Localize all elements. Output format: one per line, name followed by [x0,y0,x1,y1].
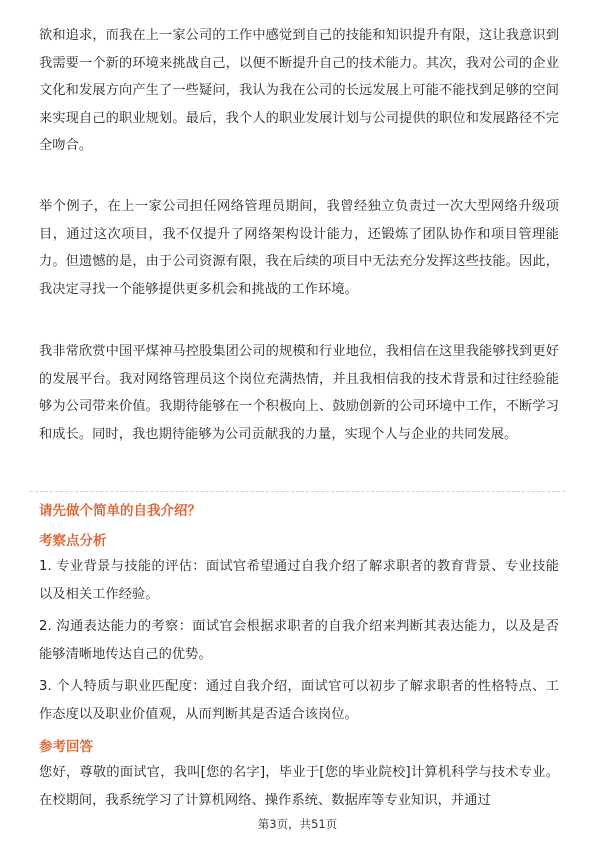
analysis-heading: 考察点分析 [39,533,107,549]
answer-text: 您好，尊敬的面试官，我叫[您的名字]，毕业于[您的毕业院校]计算机科学与技术专业。在校期间，我系统学习了计算机网络、操作系统、数据库等专业知识，并通过 [39,765,559,808]
analysis-point-3: 3. 个人特质与职业匹配度：通过自我介绍，面试官可以初步了解求职者的性格特点、工作态度以及职业价值观，从而判断其是否适合该岗位。 [39,679,559,722]
question-title: 请先做个简单的自我介绍？ [39,503,201,519]
page-number: 第3页，共51页 [257,817,338,831]
paragraph-reasons: 欲和追求，而我在上一家公司的工作中感觉到自己的技能和知识提升有限，这让我意识到我需要一个新的环境来挑战自己，以便不断提升自己的技术能力。其次，我对公司的企业文化和发展方向产生了一些疑问，我认为我在公司的长远发展上可能不能找到足够的空间来实现自己的职业规划。最后，我个人的职业发展计划与公司提供的职位和发展路径不完全吻合。 [39,28,559,153]
section-divider [30,491,565,492]
answer-heading: 参考回答 [39,739,93,755]
paragraph-motivation: 我非常欣赏中国平煤神马控股集团公司的规模和行业地位，我相信在这里我能够找到更好的发展平台。我对网络管理员这个岗位充满热情，并且我相信我的技术背景和过往经验能够为公司带来价值。我期待能够在一个积极向上、鼓励创新的公司环境中工作，不断学习和成长。同时，我也期待能够为公司贡献我的力量，实现个人与企业的共同发展。 [39,344,559,442]
analysis-point-1: 1. 专业背景与技能的评估：面试官希望通过自我介绍了解求职者的教育背景、专业技能以及相关工作经验。 [39,559,559,602]
paragraph-example: 举个例子，在上一家公司担任网络管理员期间，我曾经独立负责过一次大型网络升级项目，通过这次项目，我不仅提升了网络架构设计能力，还锻炼了团队协作和项目管理能力。但遗憾的是，由于公司资源有限，我在后续的项目中无法充分发挥这些技能。因此，我决定寻找一个能够提供更多机会和挑战的工作环境。 [39,199,559,297]
analysis-point-2: 2. 沟通表达能力的考察：面试官会根据求职者的自我介绍来判断其表达能力，以及是否能够清晰地传达自己的优势。 [39,619,559,662]
